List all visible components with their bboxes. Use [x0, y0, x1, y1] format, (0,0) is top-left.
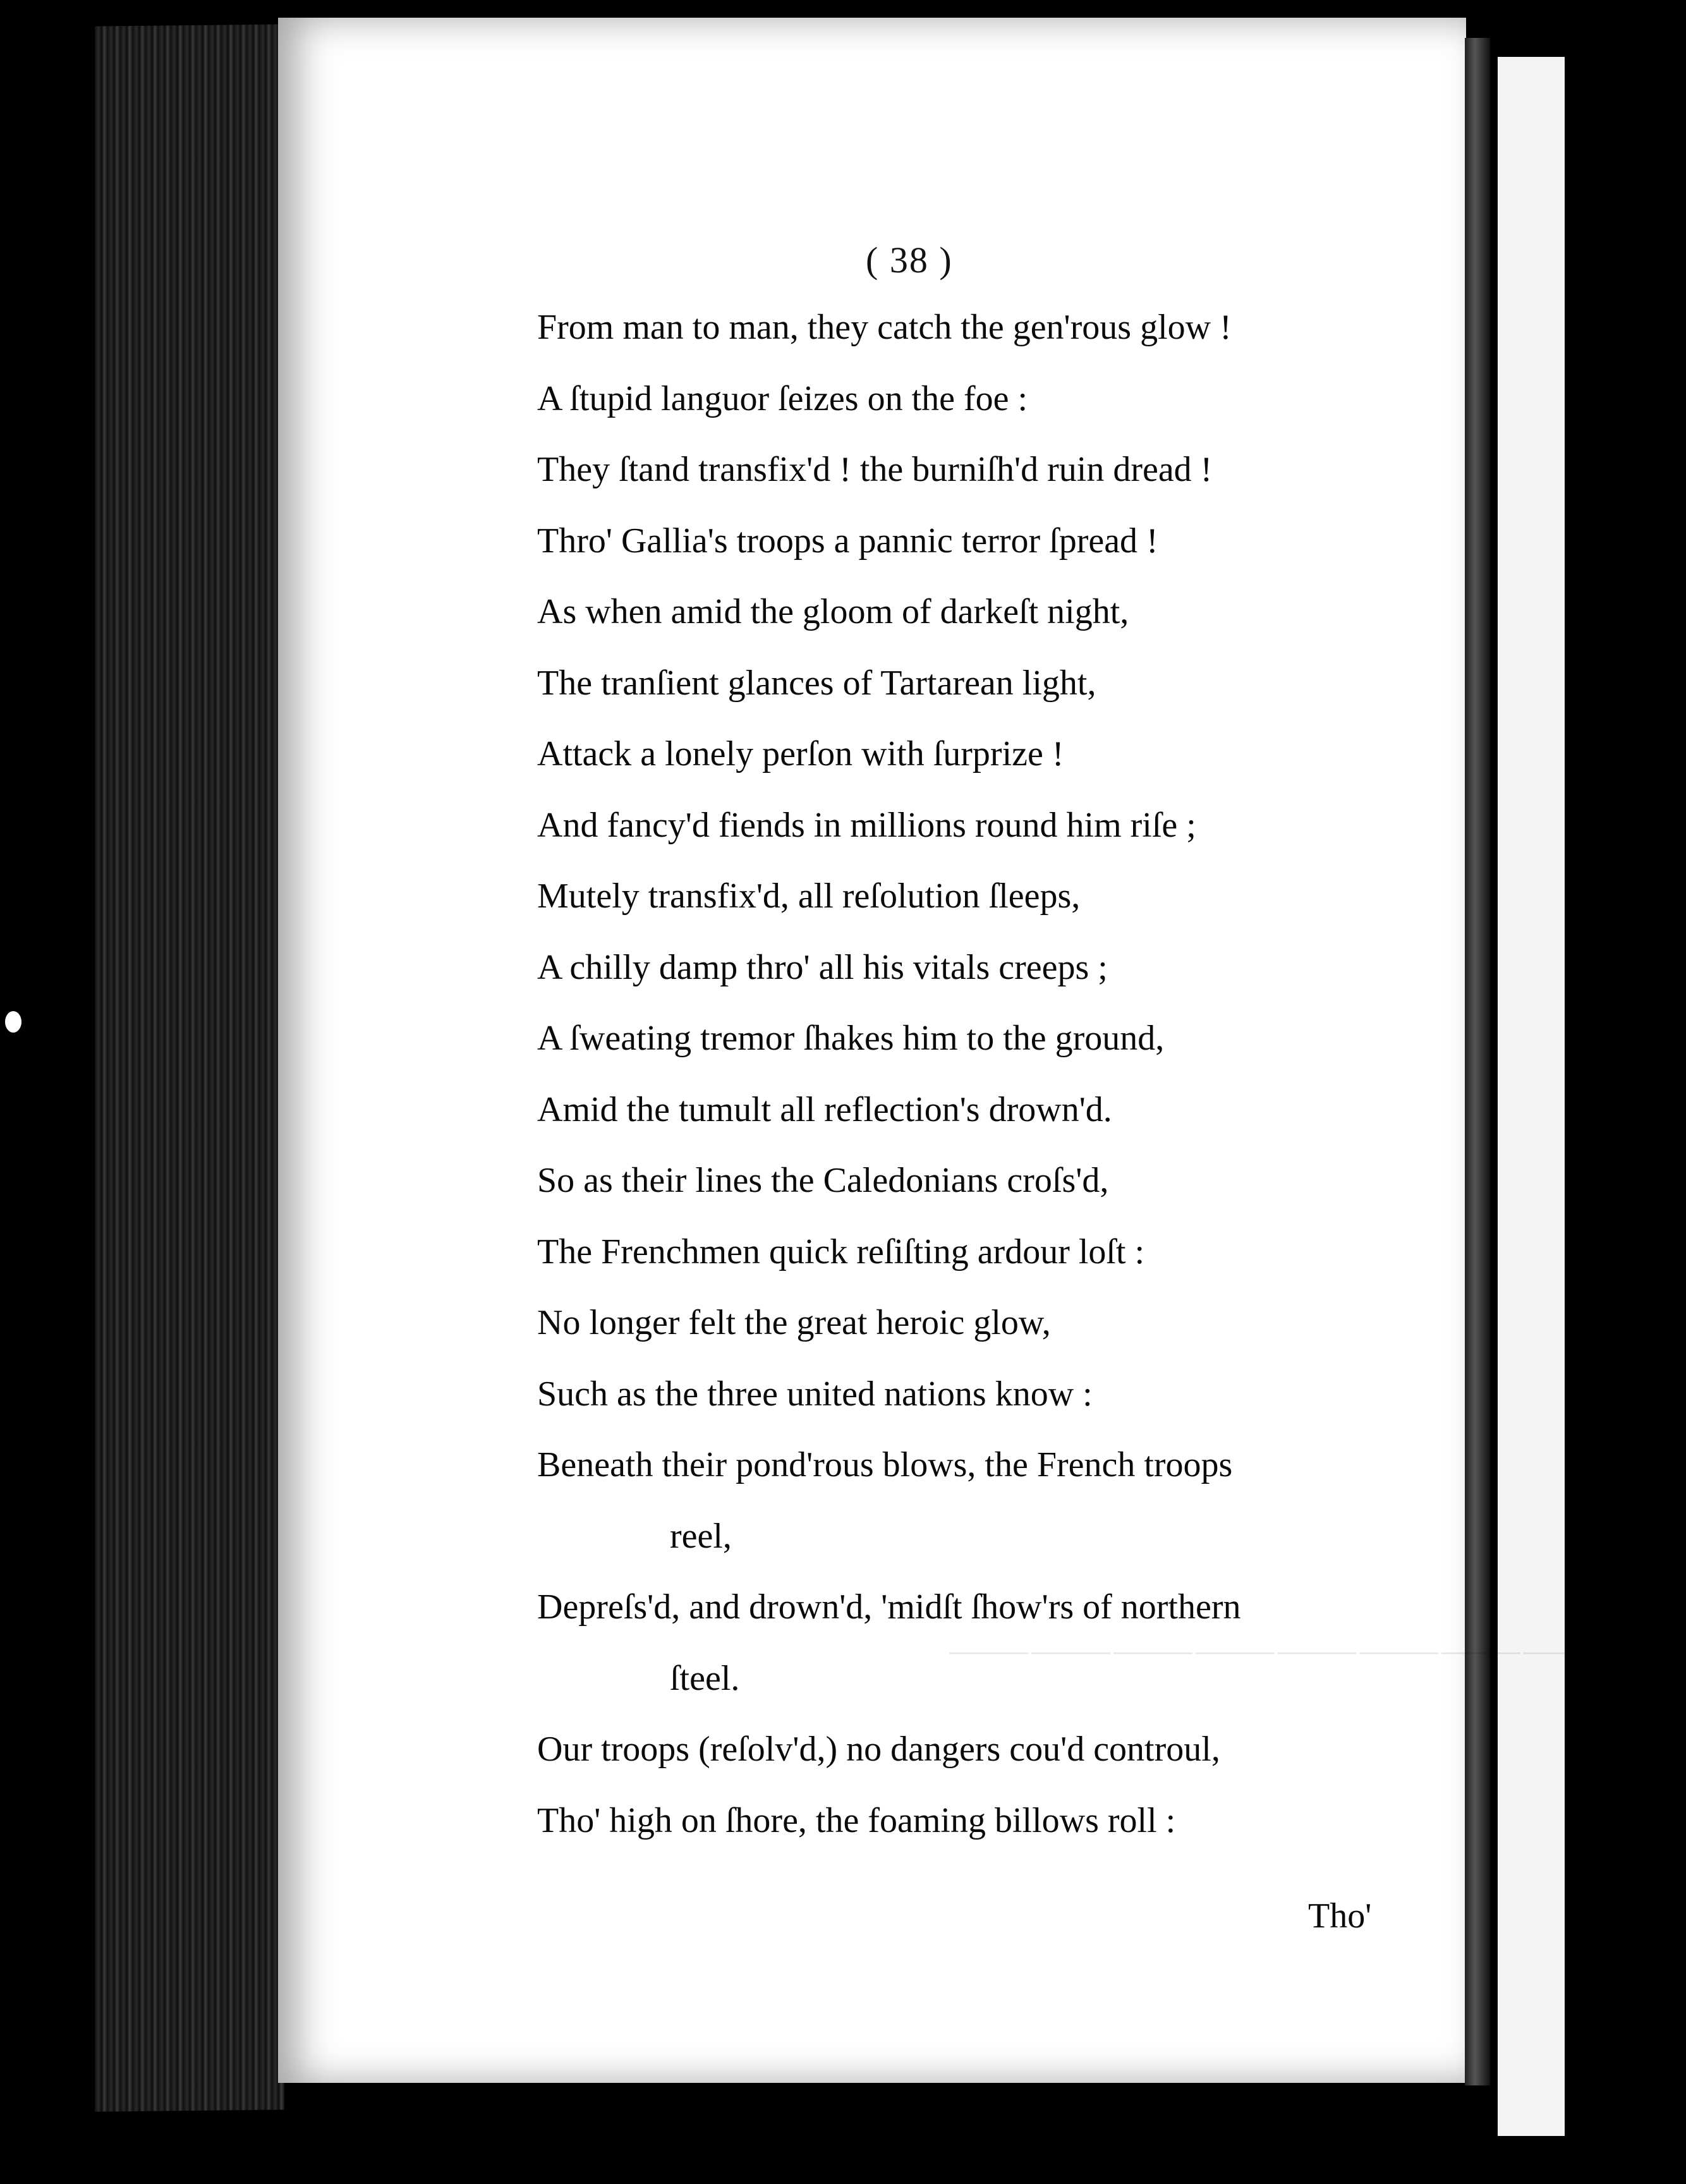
poem-line: So as their lines the Caledonians croſs'd, — [537, 1161, 1109, 1200]
facing-page — [1498, 57, 1565, 2136]
poem-line: The tranſient glances of Tartarean light, — [537, 663, 1096, 703]
poem-line: A ſweating tremor ſhakes him to the ground, — [537, 1019, 1165, 1058]
scan-speck — [5, 1011, 21, 1033]
poem-line: A chilly damp thro' all his vitals creeps ; — [537, 947, 1108, 987]
show-through: ⸻⸻⸻⸻⸻⸻⸻⸻⸻ — [948, 1634, 1686, 1670]
poem-line: Mutely transfix'd, all reſolution ſleeps, — [537, 877, 1081, 916]
poem-line: As when amid the gloom of darkeſt night, — [537, 592, 1129, 631]
poem-line: Tho' high on ſhore, the foaming billows roll : — [537, 1800, 1176, 1840]
poem-line: The Frenchmen quick reſiſting ardour loſt : — [537, 1232, 1145, 1271]
poem-line: From man to man, they catch the gen'rous glow ! — [537, 308, 1232, 347]
poem-line: And fancy'd fiends in millions round him riſe ; — [537, 805, 1196, 845]
poem-line: Thro' Gallia's troops a pannic terror ſpread ! — [537, 521, 1158, 561]
poem-line: No longer felt the great heroic glow, — [537, 1303, 1051, 1342]
poem-line: A ſtupid languor ſeizes on the foe : — [537, 379, 1028, 418]
catchword: Tho' — [1308, 1896, 1372, 1936]
poem-line: Beneath their pond'rous blows, the French troops — [537, 1445, 1233, 1484]
poem-line: reel, — [670, 1516, 732, 1556]
poem-line: They ſtand transfix'd ! the burniſh'd ruin dread ! — [537, 450, 1213, 489]
poem-line: Depreſs'd, and drown'd, 'midſt ſhow'rs of northern — [537, 1587, 1241, 1627]
page-gutter — [1465, 38, 1490, 2085]
poem-line: Attack a lonely perſon with ſurprize ! — [537, 734, 1064, 774]
poem-line: Such as the three united nations know : — [537, 1374, 1093, 1414]
book-spine-edge — [95, 24, 284, 2111]
poem-line: Amid the tumult all reflection's drown'd. — [537, 1089, 1112, 1129]
poem-line: Our troops (reſolv'd,) no dangers cou'd controul, — [537, 1730, 1220, 1769]
poem-line: ſteel. — [670, 1658, 740, 1698]
page-number: ( 38 ) — [866, 240, 953, 281]
